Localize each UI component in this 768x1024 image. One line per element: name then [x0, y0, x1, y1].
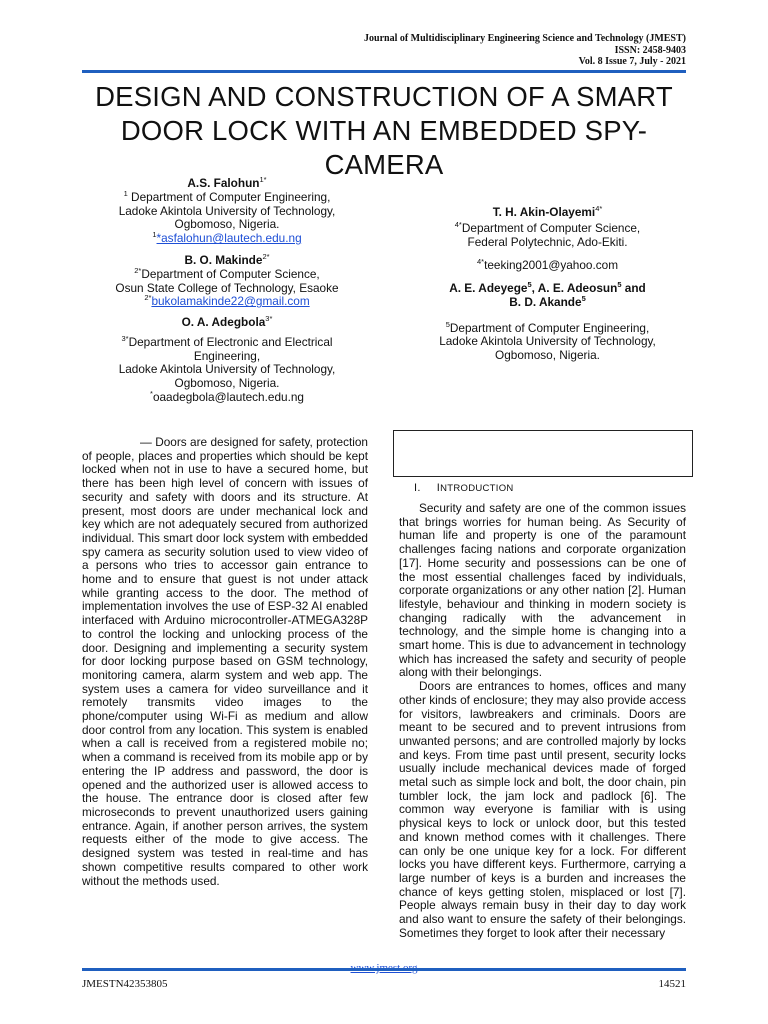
affil-sup: 4* — [454, 219, 462, 229]
author-block-2 — [82, 254, 372, 309]
author-dept: Department of Computer Engineering, — [449, 320, 650, 335]
author-loc: Ogbomoso, Nigeria. — [495, 348, 600, 363]
author-sup: 5 — [581, 293, 586, 303]
author-sup: 5 — [527, 280, 532, 290]
author-inst: Ladoke Akintola University of Technology, — [118, 203, 336, 218]
affil-sup: 1 — [123, 188, 128, 198]
author-dept: Department of Computer Engineering, — [131, 189, 331, 204]
section-title: NTRODUCTION — [440, 483, 514, 494]
author-name: B. D. Akande — [509, 294, 582, 309]
section-heading — [414, 482, 514, 494]
author-inst: Ladoke Akintola University of Technology, — [439, 334, 656, 349]
author-block-3 — [82, 316, 372, 405]
author-sup: 1* — [259, 175, 267, 185]
affil-sup: 5 — [445, 319, 450, 329]
author-loc: Ogbomoso, Nigeria. — [174, 217, 280, 232]
author-dept-cont: Engineering, — [193, 348, 261, 363]
abstract-text: Doors are designed for safety, protection of people, places and properties which should be kept locked when not in use to have a secured home, but there has been high level of concern with issues of security and safety with doors and its structure. At present, most doors are under mechanical lock and key which are not adequately secured from authorized individual. This smart door lock system with embedded spy camera as security solution used to view video of a persons who tries to accessor gain entrance to home and to ensure that guest is not under attack while granting access to the door. The method of implementation involves the use of ESP-32 AI enabled interfaced with Arduino microcontroller-ATMEGA328P to control the locking and unlocking process of the door. Designing and implementing a security system for door locking purpose based on GSM technology, monitoring camera, alarm system and web app. The system uses a camera for video surveillance and it remotely transmits video images to the phone/computer using Wi-Fi as medium and allow door control from any location. This system is enabled when a call is received from a registered mobile no; when a command is received from its mobile app or by entering the IP address and password, the door is opened and the authorized user is allowed access to the house. The entrance door is closed after few microseconds to prevent unauthorized users gaining entrance. Again, if another person arrives, the system requests either of the mode to give access. The designed system was tested in real-time and has shown competitive results compared to other work without the methods used. — [82, 435, 368, 888]
author-email-link[interactable]: *asfalohun@lautech.edu.ng — [156, 231, 302, 246]
journal-name: Journal of Multidisciplinary Engineering Science and Technology (JMEST) — [364, 33, 686, 44]
abstract — [82, 436, 368, 888]
section-number: I. — [414, 482, 421, 494]
email-sup: 2* — [144, 293, 152, 303]
paper-title: DESIGN AND CONSTRUCTION OF A SMART DOOR LOCK WITH AN EMBEDDED SPY-CAMERA — [95, 81, 673, 180]
journal-header — [364, 33, 686, 68]
author-block-5 — [395, 282, 700, 363]
email-sup: * — [150, 389, 153, 399]
email-sup: 4* — [476, 257, 485, 267]
author-sup: 2* — [262, 252, 270, 262]
section-title-initial: I — [436, 482, 441, 494]
author-block-1 — [82, 177, 372, 246]
author-name: O. A. Adegbola — [181, 315, 266, 329]
author-name: A.S. Falohun — [187, 176, 260, 190]
author-name: A. E. Adeyege — [449, 281, 528, 295]
author-sup: 4* — [595, 204, 603, 214]
affil-sup: 3* — [121, 333, 129, 343]
header-rule — [82, 70, 686, 73]
journal-issn: ISSN: 2458-9403 — [614, 44, 686, 56]
author-email: teeking2001@yahoo.com — [484, 258, 619, 273]
intro-paragraph-1: Security and safety are one of the common issues that brings worries for human being. As Security of human life and property is one of the paramount challenges facing nations and corporate organization [17]. Home security and possessions can be one of the most essential challenges faced by individuals, corporate organizations or any other nation [2]. Human lifestyle, behaviour and thinking in modern society is changing radically with the advancement in technology, and the simple home is changing into a smart home. This is due to advancement in technology which has increased the safety and security of people along with their belongings. — [399, 501, 686, 680]
author-loc: Ogbomoso, Nigeria. — [174, 376, 280, 391]
author-email-link[interactable]: bukolamakinde22@gmail.com — [151, 294, 310, 309]
keywords-box — [393, 430, 693, 477]
footer-page-number: 14521 — [658, 978, 686, 990]
abstract-dash: — — [140, 435, 152, 449]
author-conj: and — [621, 281, 646, 295]
author-dept: Department of Computer Science, — [141, 266, 320, 281]
author-dept: Department of Electronic and Electrical — [128, 334, 333, 349]
author-name: B. O. Makinde — [184, 253, 263, 267]
affil-sup: 2* — [134, 265, 142, 275]
introduction-body — [399, 502, 686, 941]
author-email: oaadegbola@lautech.edu.ng — [152, 389, 304, 404]
author-inst: Osun State College of Technology, Esaoke — [115, 280, 339, 295]
author-name: , A. E. Adeosun — [531, 281, 618, 295]
author-name: T. H. Akin-Olayemi — [492, 205, 596, 219]
email-sup: 1 — [152, 230, 157, 240]
footer-rule — [82, 968, 686, 971]
author-dept: Department of Computer Science, — [461, 220, 641, 235]
author-inst: Ladoke Akintola University of Technology, — [118, 362, 336, 377]
author-inst: Federal Polytechnic, Ado-Ekiti. — [467, 234, 628, 249]
intro-paragraph-2: Doors are entrances to homes, offices and many other kinds of enclosure; they may also provide access for visitors, lawbreakers and criminals. Doors are meant to be secured and to prevent intrusions from unwanted persons; and are controlled majorly by locks and keys. From time past until present, security locks usually include mechanical devices made of forged metal such as simple lock and bolt, the door chain, pin tumbler lock, the jam lock and padlock [6]. The common way everyone is familiar with is using physical keys to lock or unlock door, but this tested and known method comes with it challenges. There can only be one unique key for a lock. For different locks you have different keys. Furthermore, carrying a large number of keys is a burden and increases the chance of keys getting stolen, misplaced or lost [7]. People always remain busy in their day to day work and also want to ensure the safety of their belongings. Sometimes they forget to look after their necessary — [399, 679, 686, 940]
journal-volume: Vol. 8 Issue 7, July - 2021 — [578, 56, 686, 67]
author-block-4 — [395, 206, 700, 273]
author-sup: 3* — [265, 314, 273, 324]
author-sup: 5 — [617, 280, 622, 290]
footer-paper-id: JMESTN42353805 — [82, 978, 168, 990]
